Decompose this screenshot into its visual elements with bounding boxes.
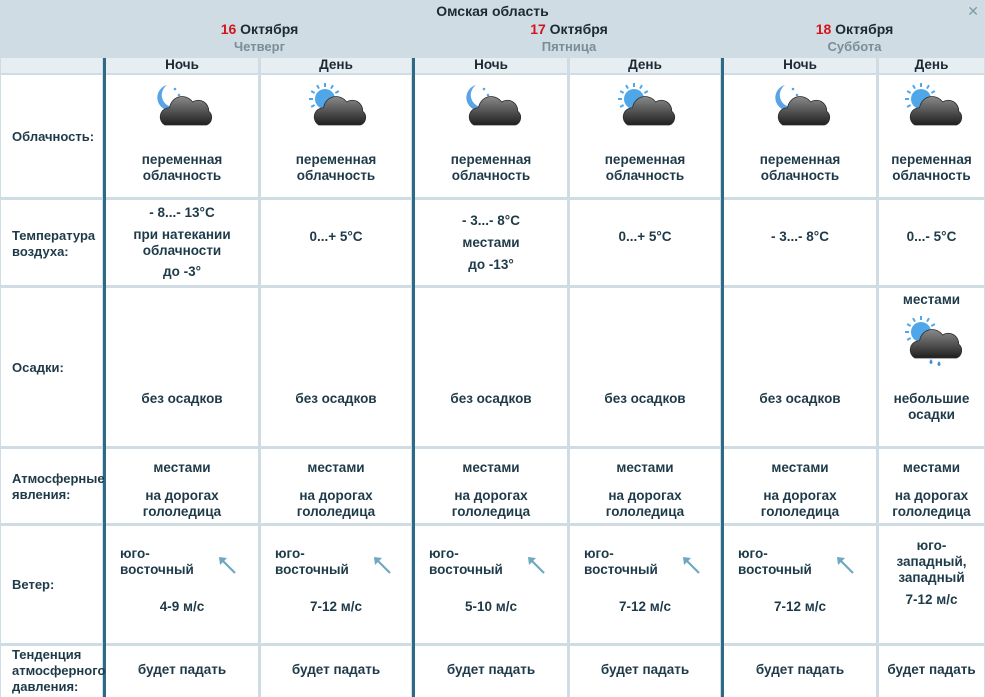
wind-direction: юго- (120, 546, 150, 561)
part-label: Ночь (474, 57, 508, 72)
cloudiness-text: облачность (451, 168, 531, 183)
grid-cell (415, 526, 567, 643)
row-label: Атмосферные (12, 471, 105, 486)
wind-direction: восточный (120, 562, 194, 577)
temperature-text: 0...+ 5°С (309, 229, 363, 244)
row-label: атмосферного (12, 663, 106, 678)
cloudiness-text: переменная (295, 152, 377, 167)
pressure-trend: будет падать (446, 662, 536, 677)
weekday-label: Четверг (234, 39, 285, 54)
precipitation-text: местами (902, 292, 961, 307)
wind-direction: западный, (896, 554, 967, 569)
day-header-2 (415, 21, 723, 37)
precipitation-text: осадки (908, 407, 955, 422)
row-label: Осадки: (12, 360, 64, 375)
wind-direction: восточный (275, 562, 349, 577)
phenomena-text: гололедица (451, 504, 531, 519)
row-label: воздуха: (12, 244, 69, 259)
temperature-text: - 3...- 8°С (462, 213, 520, 228)
phenomena-text: на дорогах (145, 488, 219, 503)
arrow-northwest-icon (216, 554, 238, 576)
sun-cloud-icon (901, 81, 963, 135)
region-title: Омская область (436, 3, 549, 19)
precipitation-text: без осадков (295, 391, 377, 406)
wind-direction: юго- (916, 538, 947, 553)
grid-cell (724, 288, 876, 446)
temperature-text: - 8...- 13°С (149, 205, 215, 220)
day-header-3 (724, 21, 985, 37)
sun-cloud-icon (614, 81, 676, 135)
moon-cloud-icon (151, 81, 213, 135)
wind-direction: юго- (429, 546, 459, 561)
part-label: Ночь (783, 57, 817, 72)
moon-cloud-icon (769, 81, 831, 135)
phenomena-text: гололедица (605, 504, 685, 519)
precipitation-text: без осадков (759, 391, 841, 406)
wind-direction: юго- (275, 546, 305, 561)
day-month: Октября (240, 21, 299, 37)
cloudiness-text: переменная (891, 152, 972, 167)
phenomena-text: на дорогах (894, 488, 969, 503)
phenomena-text: гололедица (760, 504, 840, 519)
grid-cell (106, 288, 258, 446)
part-label: День (628, 57, 662, 72)
precipitation-text: небольшие (893, 391, 970, 406)
cloudiness-text: облачность (142, 168, 222, 183)
precipitation-text: без осадков (604, 391, 686, 406)
row-label: Облачность: (12, 129, 95, 144)
sun-cloud-rain-icon (901, 314, 963, 368)
wind-direction: юго- (584, 546, 614, 561)
phenomena-text: местами (616, 460, 674, 475)
cloudiness-text: переменная (141, 152, 223, 167)
temperature-text: - 3...- 8°С (771, 229, 829, 244)
arrow-northwest-icon (371, 554, 393, 576)
precipitation-text: без осадков (141, 391, 223, 406)
wind-speed: 7-12 м/с (309, 599, 363, 614)
grid-cell (570, 288, 720, 446)
grid-cell (570, 526, 720, 643)
arrow-northwest-icon (525, 554, 547, 576)
temperature-text: местами (462, 235, 520, 250)
temperature-text: 0...- 5°С (906, 229, 957, 244)
day-month: Октября (549, 21, 608, 37)
grid-cell (724, 526, 876, 643)
temperature-text: облачности (142, 243, 222, 258)
phenomena-text: на дорогах (763, 488, 837, 503)
cloudiness-text: переменная (450, 152, 532, 167)
wind-direction: западный (898, 570, 965, 585)
wind-speed: 7-12 м/с (905, 592, 958, 607)
day-number: 16 (220, 21, 237, 37)
pressure-trend: будет падать (137, 662, 227, 677)
row-label: Тенденция (12, 647, 82, 662)
cloudiness-text: облачность (892, 168, 971, 183)
day-month: Октября (835, 21, 894, 37)
wind-speed: 7-12 м/с (618, 599, 672, 614)
arrow-northwest-icon (680, 554, 702, 576)
pressure-trend: будет падать (291, 662, 381, 677)
wind-direction: юго- (738, 546, 768, 561)
grid-cell (261, 288, 411, 446)
phenomena-text: местами (307, 460, 365, 475)
wind-direction: восточный (738, 562, 812, 577)
temperature-text: до -3° (163, 264, 201, 279)
phenomena-text: местами (462, 460, 520, 475)
cloudiness-text: переменная (759, 152, 841, 167)
grid-cell (106, 526, 258, 643)
phenomena-text: гололедица (892, 504, 971, 519)
temperature-text: при натекании (133, 227, 231, 242)
cloudiness-text: облачность (296, 168, 376, 183)
cloudiness-text: облачность (760, 168, 840, 183)
phenomena-text: на дорогах (608, 488, 682, 503)
weekday-label: Пятница (541, 39, 597, 54)
phenomena-text: местами (153, 460, 211, 475)
phenomena-text: местами (771, 460, 829, 475)
temperature-text: 0...+ 5°С (618, 229, 672, 244)
temperature-text: до -13° (468, 257, 514, 272)
row-label: явления: (12, 487, 71, 502)
cloudiness-text: облачность (605, 168, 685, 183)
moon-cloud-icon (460, 81, 522, 135)
wind-direction: восточный (429, 562, 503, 577)
part-label: День (319, 57, 353, 72)
row-label: давления: (12, 679, 79, 694)
grid-cell (415, 288, 567, 446)
pressure-trend: будет падать (600, 662, 690, 677)
cloudiness-text: переменная (604, 152, 686, 167)
row-label: Температура (12, 228, 96, 243)
weekday-label: Суббота (827, 39, 882, 54)
pressure-trend: будет падать (887, 662, 976, 677)
part-label: Ночь (165, 57, 199, 72)
grid-cell (261, 526, 411, 643)
day-number: 18 (815, 21, 832, 37)
phenomena-text: местами (902, 460, 961, 475)
phenomena-text: гололедица (142, 504, 222, 519)
close-icon[interactable]: ✕ (967, 3, 979, 19)
wind-speed: 7-12 м/с (773, 599, 827, 614)
sun-cloud-icon (305, 81, 367, 135)
arrow-northwest-icon (834, 554, 856, 576)
phenomena-text: гололедица (296, 504, 376, 519)
part-label: День (914, 57, 949, 72)
day-header-1 (105, 21, 414, 37)
phenomena-text: на дорогах (299, 488, 373, 503)
wind-direction: восточный (584, 562, 658, 577)
wind-speed: 5-10 м/с (464, 599, 518, 614)
corner-cell (1, 58, 102, 73)
day-number: 17 (530, 21, 546, 37)
wind-speed: 4-9 м/с (159, 599, 205, 614)
row-label: Ветер: (12, 577, 55, 592)
pressure-trend: будет падать (755, 662, 845, 677)
precipitation-text: без осадков (450, 391, 532, 406)
phenomena-text: на дорогах (454, 488, 528, 503)
